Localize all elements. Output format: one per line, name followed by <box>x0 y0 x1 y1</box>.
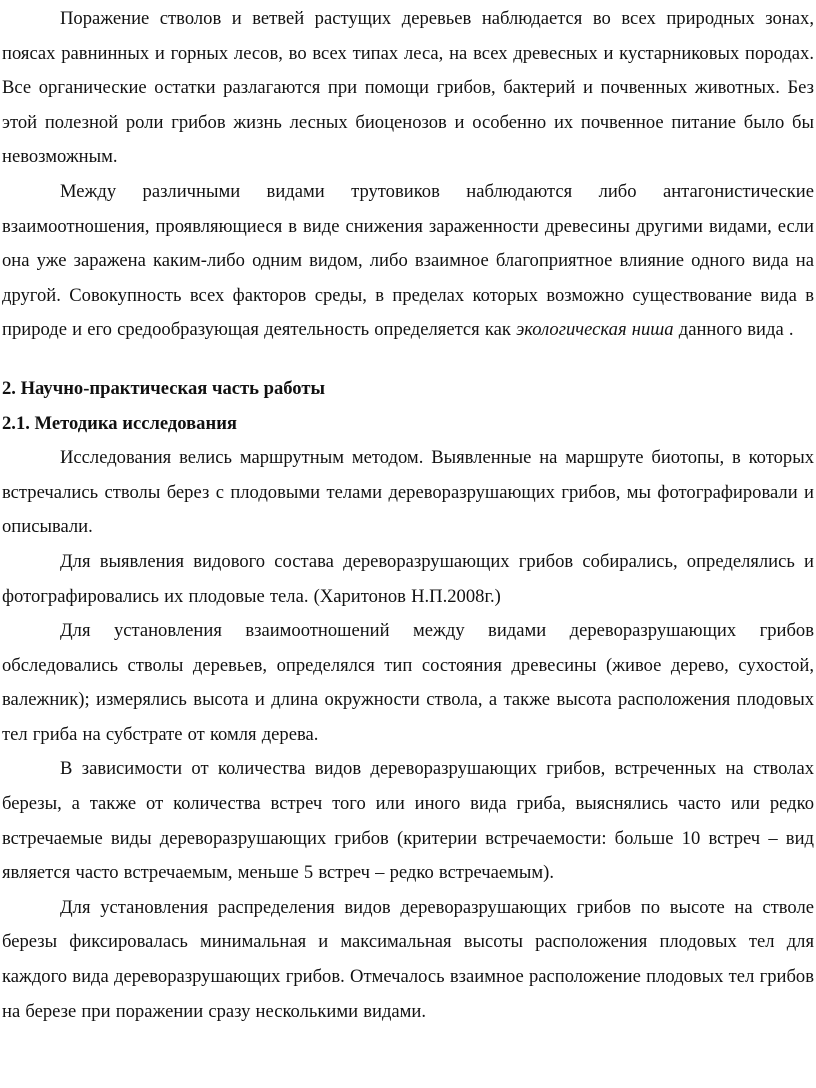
paragraph-species-interactions-text: Между различными видами трутовиков наблюдаются либо антагонистические взаимоотношения, проявляющиеся в виде снижения зараженности древесины другими видами, если она уже заражена каким-либо одним видом, либо взаимное благоприятное влияние одного вида на другой. Совокупность всех факторов среды, в пределах которых возможно существование вида в природе и его средообразующая деятельность определяется как <box>2 180 814 341</box>
paragraph-species-interactions-end: данного вида . <box>673 319 794 341</box>
paragraph-species-interactions <box>2 175 814 348</box>
section-heading: 2. Научно-практическая часть работы <box>2 377 326 399</box>
paragraph-trunk-survey: Для установления взаимоотношений между видами дереворазрушающих грибов обследовались стволы деревьев, определялся тип состояния древесины (живое дерево, сухостой, валежник); измерялись высота и длина окружности ствола, а также высота расположения плодовых тел гриба на субстрате от комля дерева. <box>2 620 814 745</box>
ecological-niche-term: экологическая ниша <box>516 319 674 341</box>
paragraph-occurrence-criteria: В зависимости от количества видов дереворазрушающих грибов, встреченных на стволах березы, а также от количества встреч того или иного вида гриба, выяснялись часто или редко встречаемые виды дереворазрушающих грибов (критерии встречаемости: больше 10 встреч – вид является часто встречаемым, меньше 5 встреч – редко встречаемым). <box>2 758 814 884</box>
section-spacer <box>2 348 816 372</box>
paragraph-species-composition: Для выявления видового состава дереворазрушающих грибов собирались, определялись и фотографировались их плодовые тела. (Харитонов Н.П.2008г.) <box>2 550 814 607</box>
paragraph-habitat-damage: Поражение стволов и ветвей растущих деревьев наблюдается во всех природных зонах, поясах равнинных и горных лесов, во всех типах леса, на всех древесных и кустарниковых породах. Все органические остатки разлагаются при помощи грибов, бактерий и почвенных животных. Без этой полезной роли грибов жизнь лесных биоценозов и особенно их почвенное питание было бы невозможным. <box>2 8 814 168</box>
paragraph-height-distribution: Для установления распределения видов дереворазрушающих грибов по высоте на стволе березы фиксировалась минимальная и максимальная высоты расположения плодовых тел для каждого вида дереворазрушающих грибов. Отмечалось взаимное расположение плодовых тел грибов на березе при поражении сразу несколькими видами. <box>2 896 814 1022</box>
paragraph-route-method: Исследования велись маршрутным методом. Выявленные на маршруте биотопы, в которых встречались стволы берез с плодовыми телами дереворазрушающих грибов, мы фотографировали и описывали. <box>2 447 814 538</box>
subsection-heading: 2.1. Методика исследования <box>2 412 237 434</box>
